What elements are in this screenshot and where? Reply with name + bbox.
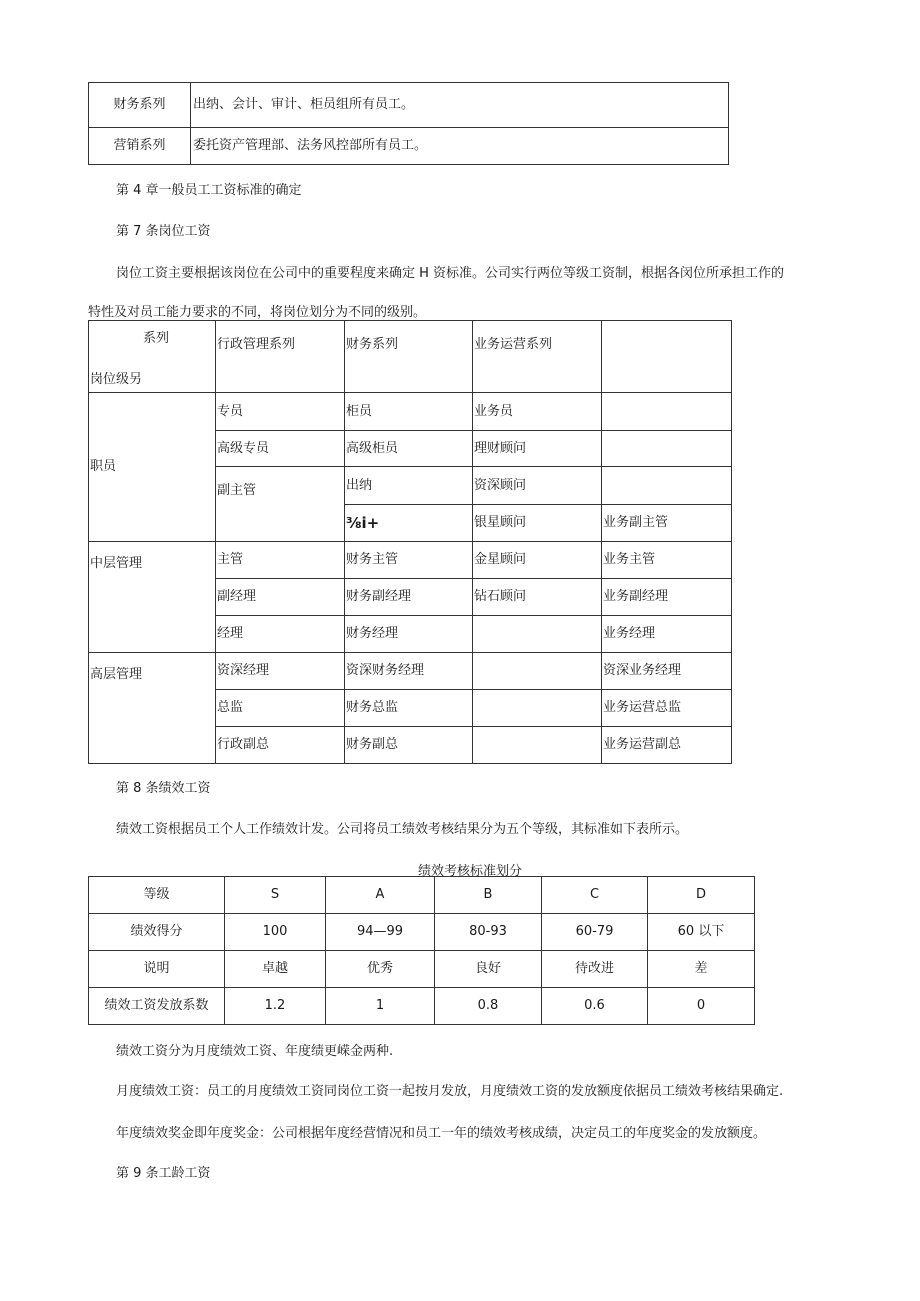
perf-cell: D bbox=[648, 877, 755, 914]
perf-cell: 绩效得分 bbox=[89, 914, 225, 951]
grade-cell bbox=[602, 431, 732, 467]
series-desc: 出纳、会计、审计、柜员组所有员工。 bbox=[191, 83, 729, 128]
grade-cell: 财务经理 bbox=[345, 616, 473, 653]
grade-cell bbox=[602, 393, 732, 431]
perf-cell: 80-93 bbox=[435, 914, 542, 951]
perf-cell: 差 bbox=[648, 951, 755, 988]
chapter-heading: 第 4 章一般员工工资标准的确定 bbox=[116, 183, 302, 198]
table-row bbox=[89, 988, 755, 1025]
grade-cell: 高级专员 bbox=[216, 431, 345, 467]
perf-cell: 优秀 bbox=[326, 951, 435, 988]
grade-cell bbox=[473, 616, 602, 653]
corner-cell bbox=[89, 321, 216, 393]
grade-cell: 财务副经理 bbox=[345, 579, 473, 616]
table-row bbox=[89, 877, 755, 914]
paragraph: 月度绩效工资：员工的月度绩效工资同岗位工资一起按月发放，月度绩效工资的发放额度依据员工绩效考核结果确定. bbox=[116, 1084, 784, 1099]
article-9-title: 第 9 条工龄工资 bbox=[116, 1166, 211, 1181]
corner-top-label: 系列 bbox=[142, 331, 169, 346]
column-header: 业务运营系列 bbox=[473, 321, 602, 393]
perf-cell: A bbox=[326, 877, 435, 914]
table-row bbox=[89, 542, 732, 579]
article-8-para: 绩效工资根据员工个人工作绩效计发。公司将员工绩效考核结果分为五个等级，其标准如下表所示。 bbox=[116, 822, 689, 837]
table-row bbox=[89, 83, 729, 128]
series-desc: 委托资产管理部、法务风控部所有员工。 bbox=[191, 128, 729, 165]
grade-cell: 资深顾问 bbox=[473, 467, 602, 505]
perf-cell: 0.6 bbox=[542, 988, 648, 1025]
perf-cell: C bbox=[542, 877, 648, 914]
grade-cell: 资深业务经理 bbox=[602, 653, 732, 690]
grade-cell: 副经理 bbox=[216, 579, 345, 616]
table-row bbox=[89, 393, 732, 431]
grade-cell: 财务主管 bbox=[345, 542, 473, 579]
perf-cell: 0 bbox=[648, 988, 755, 1025]
table-row bbox=[89, 951, 755, 988]
grade-cell: 理财顾问 bbox=[473, 431, 602, 467]
perf-cell: 卓越 bbox=[225, 951, 326, 988]
grade-cell: 金星顾问 bbox=[473, 542, 602, 579]
grade-cell bbox=[602, 467, 732, 505]
perf-cell: 待改进 bbox=[542, 951, 648, 988]
table-caption: 绩效考核标准划分 bbox=[418, 864, 523, 879]
perf-cell: 良好 bbox=[435, 951, 542, 988]
column-header: 行政管理系列 bbox=[216, 321, 345, 393]
grade-cell bbox=[473, 690, 602, 727]
perf-cell: 1 bbox=[326, 988, 435, 1025]
grade-cell: 总监 bbox=[216, 690, 345, 727]
perf-cell: 94—99 bbox=[326, 914, 435, 951]
article-7-para2: 特性及对员工能力要求的不同，将岗位划分为不同的级别。 bbox=[88, 305, 427, 320]
grade-cell bbox=[473, 653, 602, 690]
series-table bbox=[88, 82, 729, 165]
grade-cell: 主管 bbox=[216, 542, 345, 579]
perf-cell: 100 bbox=[225, 914, 326, 951]
series-name: 财务系列 bbox=[89, 83, 191, 128]
grade-cell: 银星顾问 bbox=[473, 505, 602, 542]
article-8-title: 第 8 条绩效工资 bbox=[116, 781, 211, 796]
grade-cell: 业务副经理 bbox=[602, 579, 732, 616]
grade-cell: 业务运营副总 bbox=[602, 727, 732, 764]
perf-cell: 1.2 bbox=[225, 988, 326, 1025]
perf-cell: S bbox=[225, 877, 326, 914]
table-row bbox=[89, 653, 732, 690]
table-row bbox=[89, 128, 729, 165]
grade-cell: 经理 bbox=[216, 616, 345, 653]
performance-table bbox=[88, 876, 755, 1025]
grade-cell: 专员 bbox=[216, 393, 345, 431]
grade-cell: 财务总监 bbox=[345, 690, 473, 727]
group-label: 职员 bbox=[89, 393, 216, 542]
grade-cell: 行政副总 bbox=[216, 727, 345, 764]
grade-cell: 钻石顾问 bbox=[473, 579, 602, 616]
grade-cell: 高级柜员 bbox=[345, 431, 473, 467]
article-7-title: 第 7 条岗位工资 bbox=[116, 224, 211, 239]
grade-cell bbox=[473, 727, 602, 764]
perf-cell: 说明 bbox=[89, 951, 225, 988]
group-label: 中层管理 bbox=[89, 542, 216, 653]
series-name: 营销系列 bbox=[89, 128, 191, 165]
grade-cell: 财务副总 bbox=[345, 727, 473, 764]
paragraph: 年度绩效奖金即年度奖金：公司根据年度经营情况和员工一年的绩效考核成绩，决定员工的年度奖金的发放额度。 bbox=[116, 1126, 767, 1141]
grade-cell: 业务运营总监 bbox=[602, 690, 732, 727]
grade-cell: 副主管 bbox=[216, 467, 345, 542]
table-row bbox=[89, 914, 755, 951]
perf-cell: 等级 bbox=[89, 877, 225, 914]
corner-bottom-label: 岗位级另 bbox=[90, 372, 143, 387]
perf-cell: 60 以下 bbox=[648, 914, 755, 951]
grade-cell: 业务主管 bbox=[602, 542, 732, 579]
perf-cell: 0.8 bbox=[435, 988, 542, 1025]
grade-cell: 资深经理 bbox=[216, 653, 345, 690]
group-label: 高层管理 bbox=[89, 653, 216, 764]
grade-cell: ⅜i+ bbox=[345, 505, 473, 542]
table-header-row bbox=[89, 321, 732, 393]
grade-cell: 业务员 bbox=[473, 393, 602, 431]
article-7-para1: 岗位工资主要根据该岗位在公司中的重要程度来确定 H 资标准。公司实行两位等级工资制，根据各闵位所承担工作的 bbox=[116, 266, 785, 281]
grade-cell: 出纳 bbox=[345, 467, 473, 505]
column-header: 财务系列 bbox=[345, 321, 473, 393]
perf-cell: B bbox=[435, 877, 542, 914]
perf-cell: 60-79 bbox=[542, 914, 648, 951]
column-header bbox=[602, 321, 732, 393]
grade-cell: 柜员 bbox=[345, 393, 473, 431]
grade-cell: 业务经理 bbox=[602, 616, 732, 653]
grade-cell: 业务副主管 bbox=[602, 505, 732, 542]
perf-cell: 绩效工资发放系数 bbox=[89, 988, 225, 1025]
position-grade-table bbox=[88, 320, 732, 764]
paragraph: 绩效工资分为月度绩效工资、年度绩更嵘金两种. bbox=[116, 1044, 394, 1059]
grade-cell: 资深财务经理 bbox=[345, 653, 473, 690]
